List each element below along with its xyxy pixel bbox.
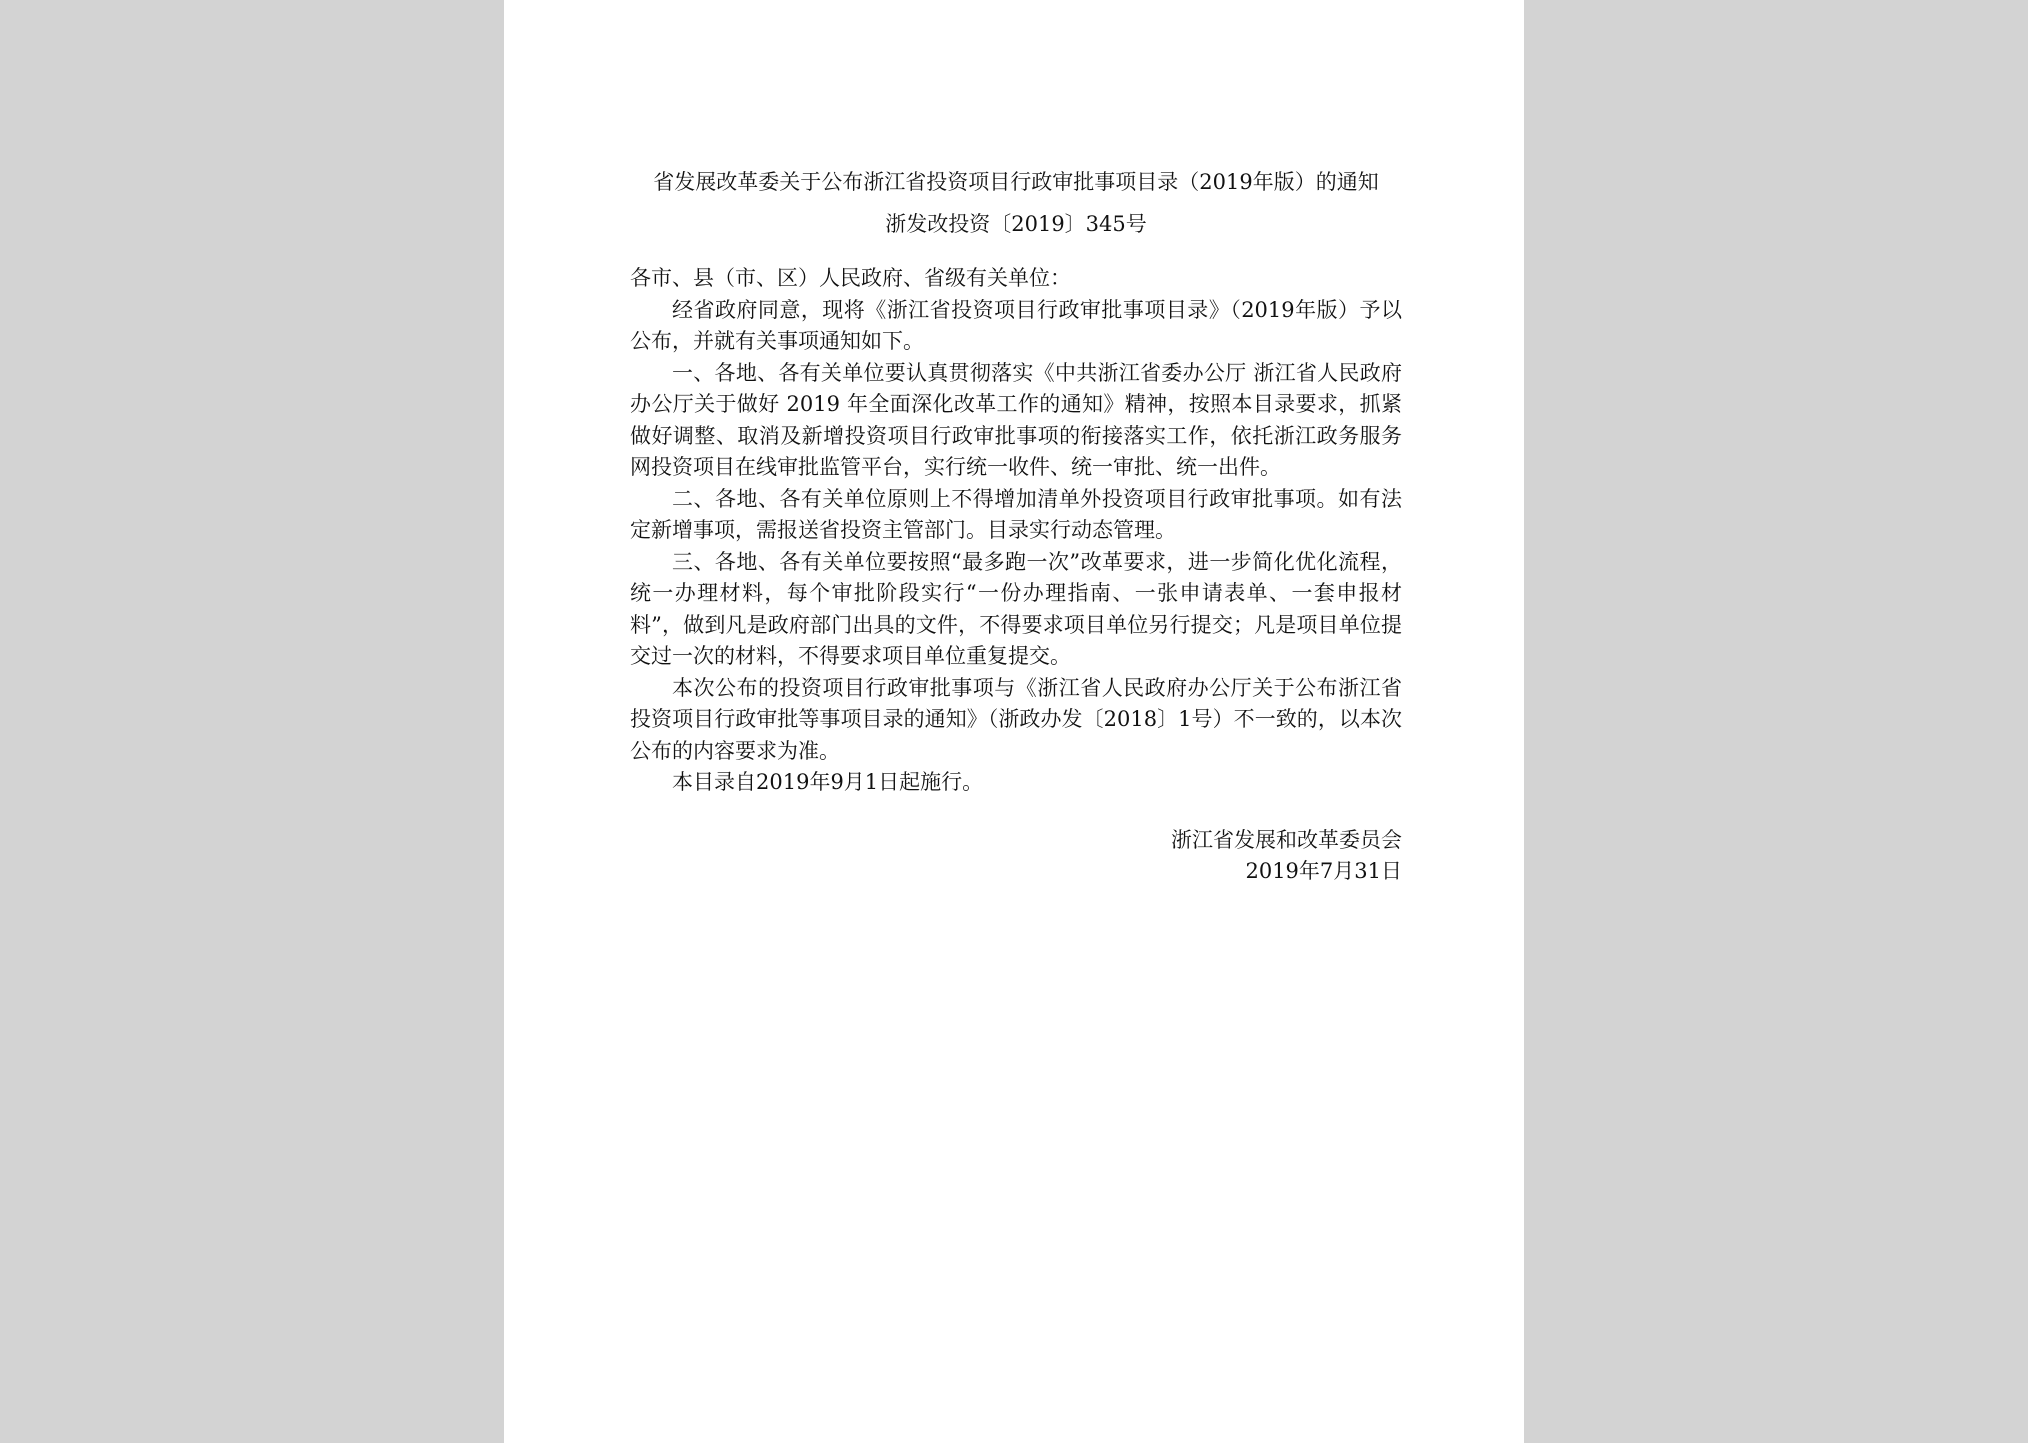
salutation: 各市、县（市、区）人民政府、省级有关单位： — [630, 266, 1071, 290]
paragraph-intro: 经省政府同意，现将《浙江省投资项目行政审批事项目录》（2019年版）予以公布，并就有关事项通知如下。 — [630, 297, 1402, 353]
document-page — [504, 0, 1524, 1443]
paragraph-item-2: 二、各地、各有关单位原则上不得增加清单外投资项目行政审批事项。如有法定新增事项，需报送省投资主管部门。目录实行动态管理。 — [630, 486, 1402, 542]
paragraph-consistency: 本次公布的投资项目行政审批事项与《浙江省人民政府办公厅关于公布浙江省投资项目行政审批等事项目录的通知》（浙政办发〔2018〕1号）不一致的，以本次公布的内容要求为准。 — [630, 675, 1402, 763]
paragraph-item-1: 一、各地、各有关单位要认真贯彻落实《中共浙江省委办公厅 浙江省人民政府办公厅关于做好 2019 年全面深化改革工作的通知》精神，按照本目录要求，抓紧做好调整、取消及新增投资项目行政审批事项的衔接落实工作，依托浙江政务服务网投资项目在线审批监管平台，实行统一收件、统一审批、统一出件。 — [630, 360, 1402, 479]
paragraph-effective-date: 本目录自2019年9月1日起施行。 — [672, 770, 984, 794]
paragraph-item-3: 三、各地、各有关单位要按照“最多跑一次”改革要求，进一步简化优化流程，统一办理材料，每个审批阶段实行“一份办理指南、一张申请表单、一套申报材料”，做到凡是政府部门出具的文件，不得要求项目单位另行提交；凡是项目单位提交过一次的材料，不得要求项目单位重复提交。 — [630, 549, 1402, 668]
signature-block — [630, 825, 1402, 888]
signature-org: 浙江省发展和改革委员会 — [1171, 827, 1402, 852]
signature-date: 2019年7月31日 — [1245, 859, 1402, 883]
document-title: 省发展改革委关于公布浙江省投资项目行政审批事项目录（2019年版）的通知 — [653, 170, 1379, 194]
document-body — [630, 166, 1402, 888]
document-number: 浙发改投资〔2019〕345号 — [885, 212, 1147, 236]
